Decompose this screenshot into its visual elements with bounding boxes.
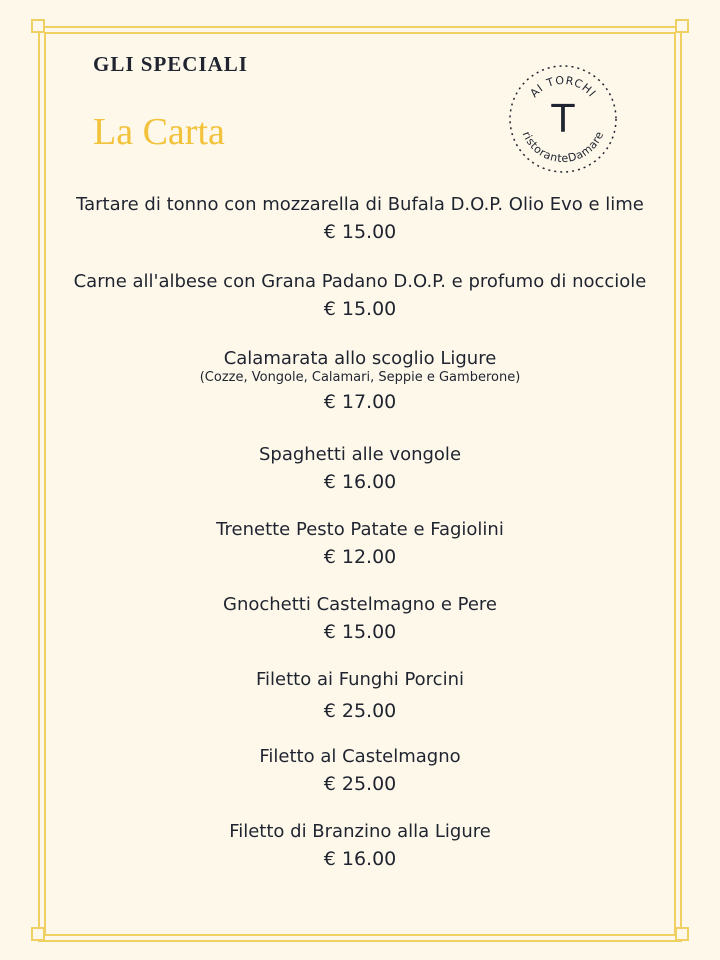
menu-item: [44, 594, 676, 644]
dish-price: € 15.00: [323, 621, 397, 643]
section-title: GLI SPECIALI: [93, 52, 248, 76]
dish-name: Filetto di Branzino alla Ligure: [229, 821, 491, 842]
menu-item: [44, 821, 676, 871]
corner-ornament-bottom-right: [675, 927, 689, 941]
corner-ornament-top-right: [675, 19, 689, 33]
menu-item: [44, 746, 676, 796]
dish-name: Tartare di tonno con mozzarella di Bufala D.O.P. Olio Evo e lime: [76, 194, 644, 215]
menu-item: [44, 444, 676, 494]
logo-top-text: AI TORCHI: [527, 73, 599, 100]
corner-ornament-top-left: [31, 19, 45, 33]
dish-name: Filetto al Castelmagno: [259, 746, 461, 767]
dish-name: Filetto ai Funghi Porcini: [255, 669, 464, 690]
dish-name: Trenette Pesto Patate e Fagiolini: [216, 519, 504, 540]
dish-name: Spaghetti alle vongole: [258, 444, 462, 465]
dish-note: (Cozze, Vongole, Calamari, Seppie e Gamberone): [199, 370, 521, 385]
corner-ornament-bottom-left: [31, 927, 45, 941]
restaurant-logo: [508, 64, 618, 174]
dish-price: € 15.00: [323, 298, 397, 320]
dish-price: € 12.00: [323, 546, 397, 568]
dish-price: € 16.00: [323, 848, 397, 870]
menu-item: [44, 669, 676, 723]
dish-name: Calamarata allo scoglio Ligure: [223, 348, 497, 369]
page-title: La Carta: [93, 111, 225, 153]
menu-item: [44, 519, 676, 569]
dish-price: € 16.00: [323, 471, 397, 493]
menu-item: [44, 271, 676, 321]
menu-item: [44, 348, 676, 414]
dish-name: Carne all'albese con Grana Padano D.O.P. e profumo di nocciole: [73, 271, 647, 292]
dish-price: € 17.00: [323, 391, 397, 413]
dish-price: € 25.00: [323, 700, 397, 722]
logo-letter: T: [551, 97, 575, 141]
dish-price: € 25.00: [323, 773, 397, 795]
logo-bottom-text: ristoranteDamare: [519, 129, 607, 166]
menu-item: [44, 194, 676, 244]
dish-price: € 15.00: [323, 221, 397, 243]
dish-name: Gnochetti Castelmagno e Pere: [223, 594, 497, 615]
